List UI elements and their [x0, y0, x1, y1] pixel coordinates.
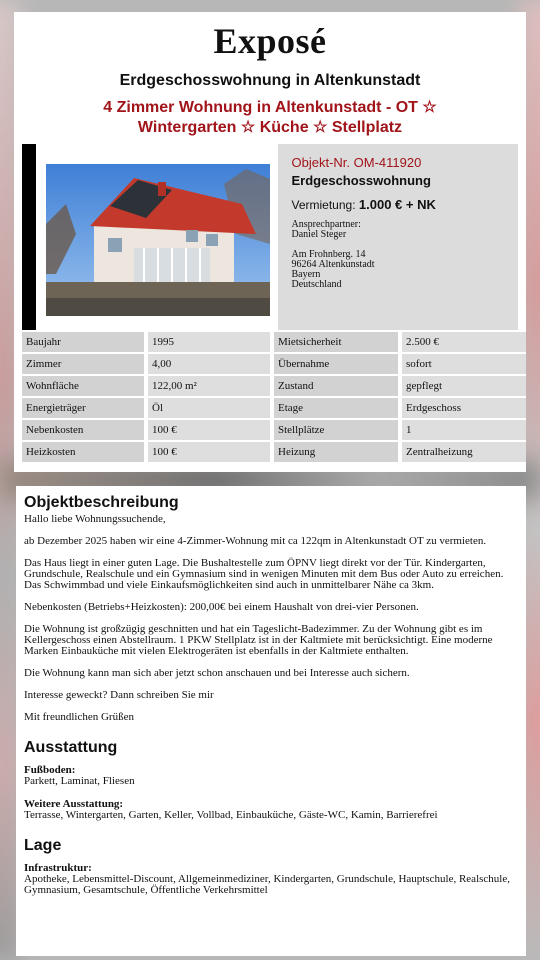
fact-label: Heizung [274, 442, 398, 462]
fact-value: gepflegt [402, 376, 526, 396]
address-line: 96264 Altenkunstadt [291, 259, 375, 270]
listing-info-panel [278, 144, 519, 330]
rent-label: Vermietung: [291, 198, 356, 212]
infrastructure-label: Infrastruktur: [24, 862, 92, 874]
fact-value: 100 € [148, 420, 270, 440]
fact-value: 122,00 m² [148, 376, 270, 396]
infrastructure-value: Apotheke, Lebensmittel-Discount, Allgemeinmediziner, Kindergarten, Grundschule, Hauptschule, Realschule, Gymnasium, Gesamtschule, Öffentliche Verkehrsmittel [24, 873, 510, 896]
fact-value: 1995 [148, 332, 270, 352]
description-paragraph: Hallo liebe Wohnungssuchende, [24, 513, 166, 525]
fact-value: 1 [402, 420, 526, 440]
hero-section [22, 144, 518, 342]
fact-value: Erdgeschoss [402, 398, 526, 418]
property-photo [46, 164, 270, 316]
fact-label: Zimmer [22, 354, 144, 374]
more-features-value: Terrasse, Wintergarten, Garten, Keller, Vollbad, Einbauküche, Gäste-WC, Kamin, Barrierefrei [24, 809, 438, 821]
contact-name: Daniel Steger [291, 229, 347, 240]
fact-label: Stellplätze [274, 420, 398, 440]
description-paragraph: Die Wohnung kann man sich aber jetzt schon anschauen und bei Interesse auch sichern. [24, 667, 410, 679]
fact-label: Mietsicherheit [274, 332, 398, 352]
floor-label: Fußboden: [24, 764, 76, 776]
fact-label: Energieträger [22, 398, 144, 418]
address-block [292, 250, 505, 290]
floor-block [24, 765, 518, 787]
black-accent-bar [22, 144, 36, 330]
fact-value: sofort [402, 354, 526, 374]
description-heading: Objektbeschreibung [24, 494, 179, 511]
page-title: Exposé [213, 21, 327, 61]
page-subtitle: Erdgeschosswohnung in Altenkunstadt [119, 72, 421, 89]
address-line: Am Frohnberg. 14 [291, 249, 366, 260]
fact-label: Etage [274, 398, 398, 418]
fact-value: Zentralheizung [402, 442, 526, 462]
description-paragraph: Mit freundlichen Grüßen [24, 711, 134, 723]
listing-headline [14, 98, 526, 138]
address-line: Deutschland [291, 279, 342, 290]
contact-label: Ansprechpartner: [291, 219, 361, 230]
more-features-block [24, 799, 518, 821]
fact-label: Übernahme [274, 354, 398, 374]
listing-headline-line2: Wintergarten ☆ Küche ☆ Stellplatz [137, 119, 403, 136]
fact-label: Baujahr [22, 332, 144, 352]
property-photo-frame [22, 144, 274, 342]
contact-block [292, 220, 505, 240]
features-heading: Ausstattung [24, 739, 118, 756]
address-line: Bayern [291, 269, 321, 280]
fact-value: 4,00 [148, 354, 270, 374]
fact-label: Zustand [274, 376, 398, 396]
object-number: Objekt-Nr. OM-411920 [291, 155, 422, 170]
floor-value: Parkett, Laminat, Fliesen [24, 775, 135, 787]
fact-label: Heizkosten [22, 442, 144, 462]
fact-value: 100 € [148, 442, 270, 462]
more-features-label: Weitere Ausstattung: [24, 798, 124, 810]
location-heading: Lage [24, 837, 62, 854]
fact-label: Nebenkosten [22, 420, 144, 440]
infrastructure-block [24, 863, 518, 896]
description-paragraph: ab Dezember 2025 haben wir eine 4-Zimmer-Wohnung mit ca 122qm in Altenkunstadt OT zu vermieten. [24, 535, 487, 547]
description-paragraph: Nebenkosten (Betriebs+Heizkosten): 200,00€ bei einem Haushalt von drei-vier Personen. [24, 601, 419, 613]
object-type: Erdgeschosswohnung [291, 173, 431, 188]
expose-header-card [14, 12, 526, 472]
listing-headline-line1: 4 Zimmer Wohnung in Altenkunstadt - OT ☆ [103, 99, 437, 116]
fact-value: 2.500 € [402, 332, 526, 352]
description-paragraph: Das Haus liegt in einer guten Lage. Die Bushaltestelle zum ÖPNV liegt direkt vor der Tür. Kindergarten, Grundschule, Realschule und ein Gymnasium sind in wenigen Minuten mit dem Bus oder Auto zu erreichen. Das Schwimmbad und viele Einkaufsmöglichkeiten sind auch in unmittelbarer Nähe ca 3km. [24, 557, 504, 591]
facts-table [22, 332, 518, 462]
fact-value: Öl [148, 398, 270, 418]
description-paragraph: Die Wohnung ist großzügig geschnitten und hat ein Tageslicht-Badezimmer. Zu der Wohnung gibt es im Kellergeschoss einen Abstellraum. 1 PKW Stellplatz ist in der Kaltmiete mit berücksichtigt. Eine moderne Marken Einbauküche mit vielen Elektrogeräten ist ebenfalls in der Kaltmiete enthalten. [24, 623, 493, 657]
fact-label: Wohnfläche [22, 376, 144, 396]
description-paragraph: Interesse geweckt? Dann schreiben Sie mir [24, 689, 214, 701]
rent-value: 1.000 € + NK [358, 197, 436, 212]
rent-line [291, 197, 505, 212]
description-card [16, 486, 526, 956]
